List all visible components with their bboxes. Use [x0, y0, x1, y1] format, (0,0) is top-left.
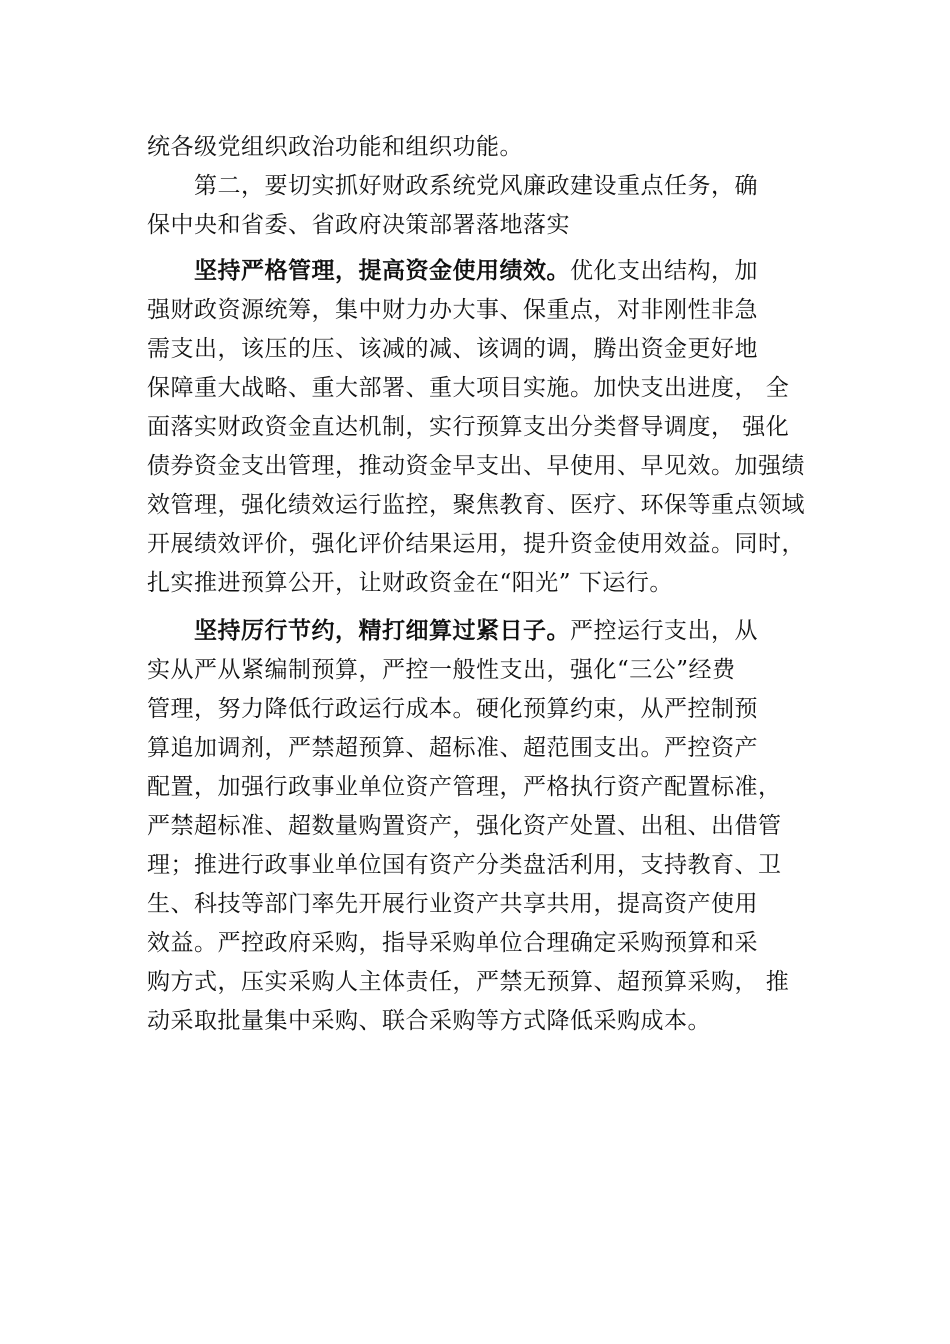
paragraph-continuation — [147, 128, 827, 167]
paragraph-section-two — [147, 167, 827, 245]
text-line: 强财政资源统筹，集中财力办大事、保重点，对非刚性非急 — [147, 297, 758, 323]
paragraph-first-line-rest: 严控运行支出，从 — [570, 618, 758, 644]
text-line: 债券资金支出管理，推动资金早支出、早使用、早见效。加强绩 — [147, 453, 805, 479]
text-line: 开展绩效评价，强化评价结果运用，提升资金使用效益。同时， — [147, 531, 805, 557]
paragraph-strict-management — [147, 252, 827, 603]
text-line: 效管理，强化绩效运行监控，聚焦教育、医疗、环保等重点领域 — [147, 492, 805, 518]
text-line: 统各级党组织政治功能和组织功能。 — [147, 134, 523, 160]
text-line: 管理，努力降低行政运行成本。硬化预算约束，从严控制预 — [147, 696, 758, 722]
text-line: 面落实财政资金直达机制，实行预算支出分类督导调度， 强化 — [147, 414, 790, 440]
paragraph-first-line-rest: 优化支出结构，加 — [570, 258, 758, 284]
text-line: 保障重大战略、重大部署、重大项目实施。加快支出进度， 全 — [147, 375, 790, 401]
text-line: 理；推进行政事业单位国有资产分类盘活利用，支持教育、卫 — [147, 852, 782, 878]
text-line: 扎实推进预算公开，让财政资金在“阳光” 下运行。 — [147, 570, 673, 596]
text-line — [147, 252, 827, 291]
text-line: 生、科技等部门率先开展行业资产共享共用，提高资产使用 — [147, 891, 758, 917]
paragraph-lead-heading: 坚持严格管理，提高资金使用绩效。 — [194, 258, 570, 284]
text-line: 需支出，该压的压、该减的减、该调的调，腾出资金更好地 — [147, 336, 758, 362]
text-line: 购方式，压实采购人主体责任，严禁无预算、超预算采购， 推 — [147, 969, 790, 995]
text-line: 配置，加强行政事业单位资产管理，严格执行资产配置标准， — [147, 774, 782, 800]
text-line: 效益。严控政府采购，指导采购单位合理确定采购预算和采 — [147, 930, 758, 956]
text-line: 保中央和省委、省政府决策部署落地落实 — [147, 212, 570, 238]
text-line: 严禁超标准、超数量购置资产，强化资产处置、出租、出借管 — [147, 813, 782, 839]
paragraph-lead-heading: 坚持厉行节约，精打细算过紧日子。 — [194, 618, 570, 644]
text-line: 算追加调剂，严禁超预算、超标准、超范围支出。严控资产 — [147, 735, 758, 761]
text-line — [147, 612, 827, 651]
text-line: 实从严从紧编制预算，严控一般性支出，强化“三公”经费 — [147, 657, 736, 683]
text-line: 第二，要切实抓好财政系统党风廉政建设重点任务，确 — [194, 173, 758, 199]
text-line: 动采取批量集中采购、联合采购等方式降低采购成本。 — [147, 1008, 711, 1034]
paragraph-strict-economy — [147, 612, 827, 1041]
